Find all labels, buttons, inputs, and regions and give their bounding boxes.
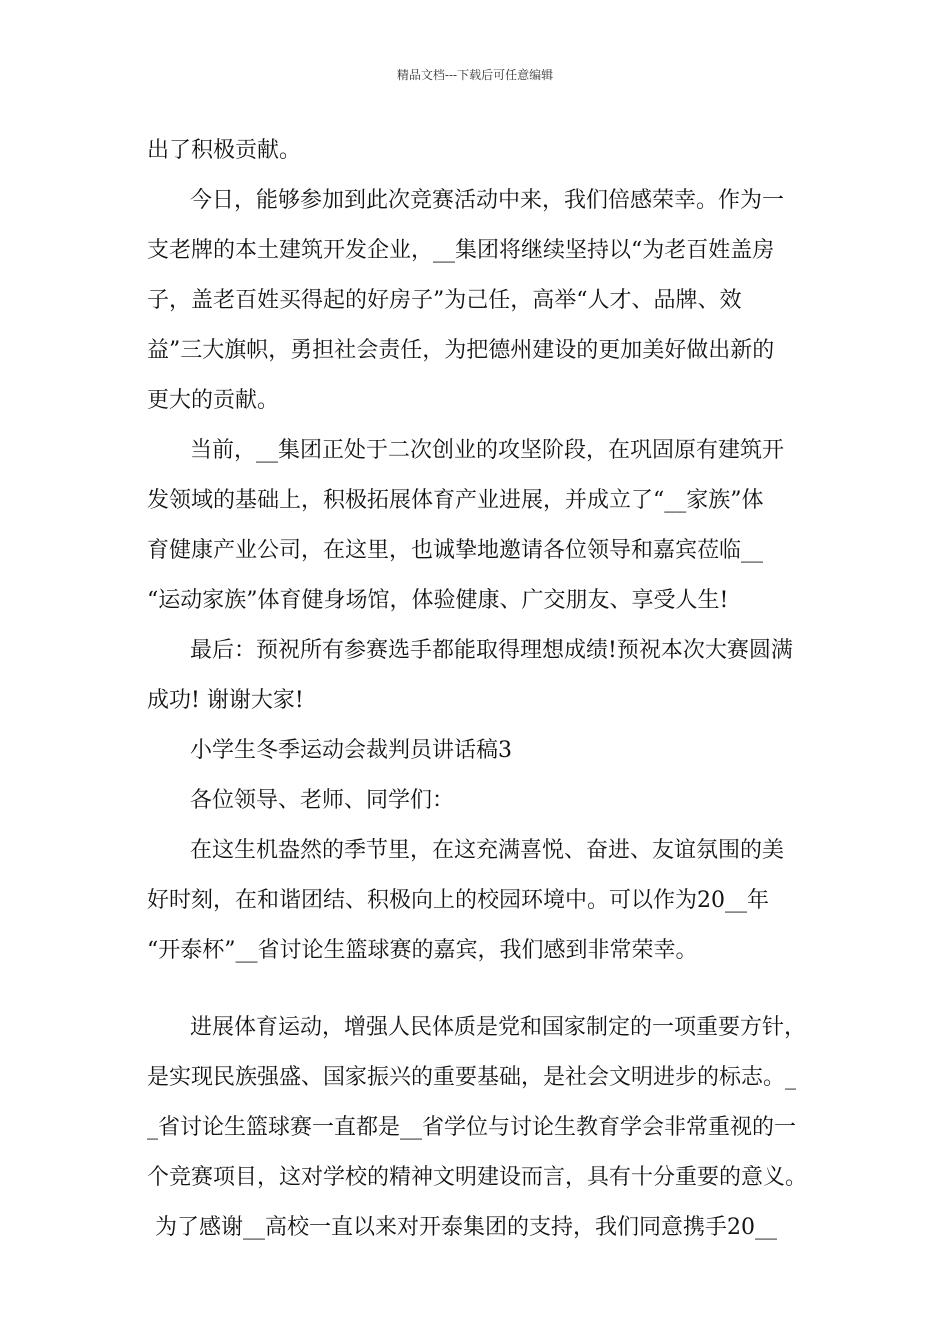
- text-line: 子，盖老百姓买得起的好房子”为己任，高举“人才、品牌、效: [147, 288, 742, 313]
- text-line: 更大的贡献。: [147, 388, 280, 413]
- text-line: 发领域的基础上，积极拓展体育产业进展，并成立了“__家族”体: [147, 488, 764, 513]
- text-line: “运动家族”体育健身场馆，体验健康、广交朋友、享受人生!: [147, 588, 729, 613]
- text-line: 个竞赛项目，这对学校的精神文明建设而言，具有十分重要的意义。: [147, 1165, 808, 1190]
- text-line: 当前，__集团正处于二次创业的攻坚阶段，在巩固原有建筑开: [190, 438, 785, 463]
- text-line: 是实现民族强盛、国家振兴的重要基础，是社会文明进步的标志。_: [147, 1065, 797, 1090]
- text-line: 成功! 谢谢大家!: [147, 688, 304, 713]
- section-title: 小学生冬季运动会裁判员讲话稿3: [190, 738, 512, 763]
- text-line: 好时刻，在和谐团结、积极向上的校园环境中。可以作为20__年: [147, 888, 769, 913]
- text-line: “开泰杯”__省讨论生篮球赛的嘉宾，我们感到非常荣幸。: [147, 938, 698, 963]
- text-line: 益”三大旗帜，勇担社会责任，为把德州建设的更加美好做出新的: [147, 338, 775, 363]
- text-line: 为了感谢__高校一直以来对开泰集团的支持，我们同意携手20__: [155, 1215, 777, 1240]
- text-line: 进展体育运动，增强人民体质是党和国家制定的一项重要方针，: [190, 1015, 807, 1040]
- page-header: 精品文档---下载后可任意编辑: [396, 68, 554, 82]
- text-line: 今日，能够参加到此次竞赛活动中来，我们倍感荣幸。作为一: [190, 188, 785, 213]
- text-line: _省讨论生篮球赛一直都是__省学位与讨论生教育学会非常重视的一: [147, 1115, 797, 1140]
- salutation: 各位领导、老师、同学们：: [190, 788, 455, 813]
- text-line: 出了积极贡献。: [147, 138, 302, 163]
- text-line: 最后：预祝所有参赛选手都能取得理想成绩!预祝本次大赛圆满: [190, 638, 793, 663]
- text-line: 在这生机盎然的季节里，在这充满喜悦、奋进、友谊氛围的美: [190, 838, 785, 863]
- text-line: 育健康产业公司，在这里，也诚挚地邀请各位领导和嘉宾莅临__: [147, 538, 764, 563]
- text-line: 支老牌的本土建筑开发企业，__集团将继续坚持以“为老百姓盖房: [147, 238, 775, 263]
